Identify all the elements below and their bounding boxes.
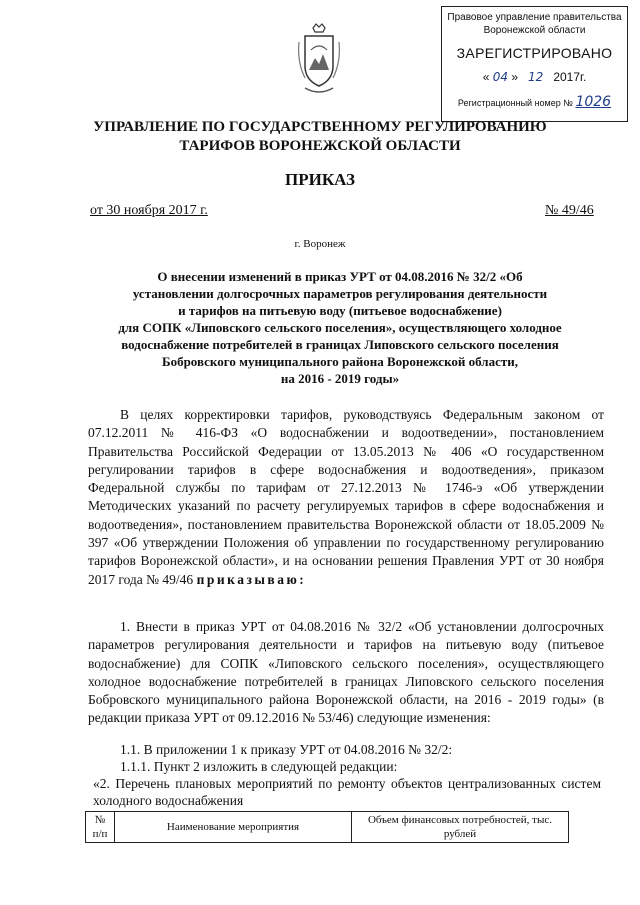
coat-of-arms-icon [295,22,343,98]
table-header-measure: Наименование мероприятия [115,812,352,843]
measures-table [85,811,569,843]
authority-name-line1: УПРАВЛЕНИЕ ПО ГОСУДАРСТВЕННОМУ РЕГУЛИРОВАНИЮ [93,119,547,135]
stamp-date-month: 12 [528,70,544,84]
order-date: от 30 ноября 2017 г. [90,203,208,218]
prikazyvayu-word: приказываю: [196,571,307,587]
item-1-paragraph: 1. Внести в приказ УРТ от 04.08.2016 № 32/2 «Об установлении долгосрочных параметров регулирования деятельности и тарифов на питьевую воду (питьевое водоснабжение) для СОПК «Липовского сельского поселения», осуществляющего холодное водоснабжение потребителей в границах Липовского сельского поселения Бобровского муниципального района Воронежской области, на 2016 - 2019 годы» (в редакции приказа УРТ от 09.12.2016 № 53/46) следующие изменения: [88,619,604,726]
order-subject: О внесении изменений в приказ УРТ от 04.08.2016 № 32/2 «Об установлении долгосрочных параметров регулирования деятельности и тарифов на питьевую воду (питьевое водоснабжение) для СОПК «Липовского сельского поселения», осуществляющего холодное водоснабжение потребителей в границах Липовского сельского поселения Бобровского муниципального района Воронежской области, на 2016 - 2019 годы» [118,269,562,386]
stamp-date-day: 04 [492,70,509,84]
item-1-1-1: 1.1.1. Пункт 2 изложить в следующей редакции: [120,759,398,774]
preamble-paragraph: В целях корректировки тарифов, руководствуясь Федеральным законом от 07.12.2011 № 416-ФЗ «О водоснабжении и водоотведении», постановлением Правительства Российской Федерации от 13.05.2013 № 406 «О государственном регулировании тарифов в сфере водоснабжения и водоотведения», приказом Федеральной службы по тарифам от 27.12.2013 № 1746-э «Об утверждении Методических указаний по расчету регулируемых тарифов в сфере водоснабжения и водоотведения», постановлением правительства Воронежской области от 18.05.2009 № 397 «Об утверждении Положения об управлении по государственному регулированию тарифов Воронежской области», и на основании решения Правления УРТ от 30 ноября 2017 года № 49/46 приказываю: [88,407,604,587]
order-number: № 49/46 [545,203,594,218]
table-header-row [86,812,569,843]
item-2-quote: «2. Перечень плановых мероприятий по ремонту объектов централизованных систем холодного водоснабжения [93,776,601,808]
authority-name-line2: ТАРИФОВ ВОРОНЕЖСКОЙ ОБЛАСТИ [179,138,461,154]
stamp-date: « 04 » 12 2017г. [482,70,587,84]
stamp-reg-number: Регистрационный номер № 1026 [457,94,612,110]
document-title: ПРИКАЗ [285,170,355,189]
table-header-finance: Объем финансовых потребностей, тыс. рублей [352,812,569,843]
stamp-registered: ЗАРЕГИСТРИРОВАНО [456,45,613,61]
order-city: г. Воронеж [294,238,346,250]
stamp-organization: Правовое управление правительства Воронежской области [447,12,622,36]
stamp-reg-number-value: 1026 [575,94,612,110]
registration-stamp [441,6,628,122]
item-1-1: 1.1. В приложении 1 к приказу УРТ от 04.08.2016 № 32/2: [120,742,453,757]
table-header-number: № п/п [86,812,115,843]
stamp-date-year: 2017 [553,70,581,84]
